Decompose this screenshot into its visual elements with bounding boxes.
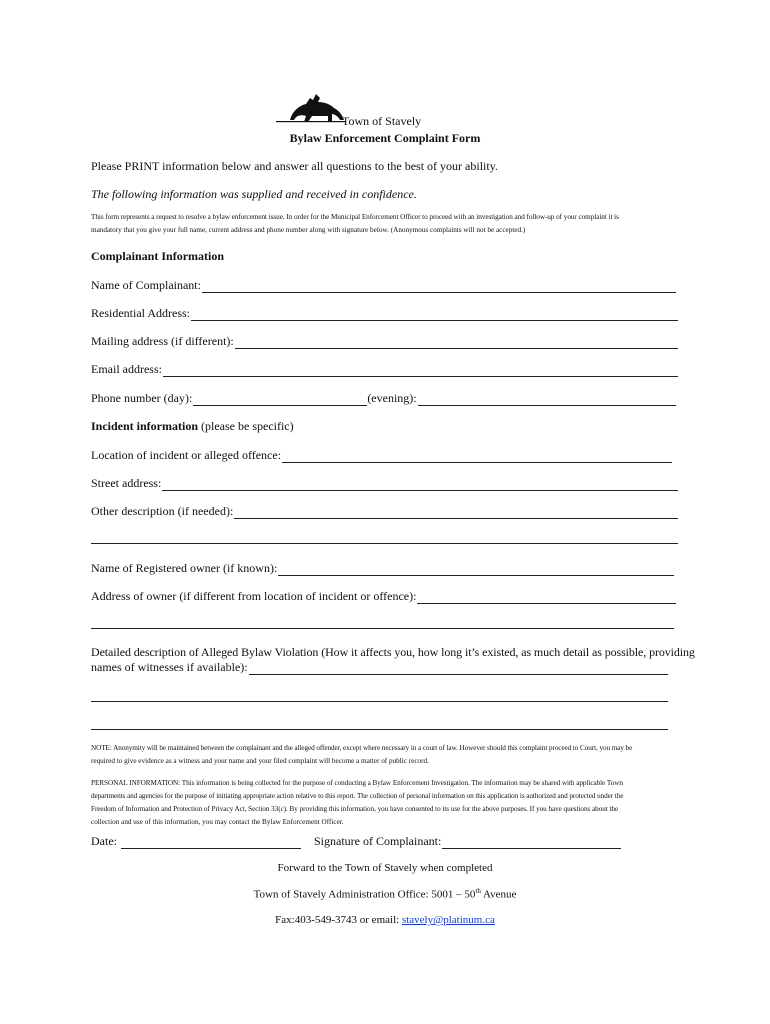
office-address-suffix: Avenue [480, 888, 517, 901]
other-description-input[interactable] [234, 507, 678, 519]
office-address-text: Town of Stavely Administration Office: 5001 – 50 [253, 888, 476, 901]
email-address-label: Email address: [91, 362, 162, 376]
complainant-name-field[interactable] [91, 278, 676, 293]
registered-owner-field[interactable] [91, 561, 674, 576]
office-address-sup: th [475, 887, 481, 895]
phone-day-label: Phone number (day): [91, 391, 193, 405]
personal-info-line: Freedom of Information and Protection of Privacy Act, Section 33(c). By providing this information, you have consented to its use for the above purposes. If you have questions about the [91, 805, 619, 813]
other-description-field[interactable] [91, 504, 678, 519]
email-address-field[interactable] [91, 362, 678, 377]
complainant-name-input[interactable] [202, 281, 676, 293]
street-address-input[interactable] [162, 479, 678, 491]
mailing-address-input[interactable] [235, 337, 678, 349]
signature-input[interactable] [442, 837, 621, 849]
anonymity-note-line: required to give evidence as a witness and your name and your filed complaint will become a matter of public record. [91, 757, 429, 765]
email-address-input[interactable] [163, 365, 678, 377]
print-instruction: Please PRINT information below and answer all questions to the best of your ability. [91, 159, 498, 173]
phone-evening-label: (evening): [367, 391, 417, 405]
office-address [0, 887, 770, 901]
form-description-line: mandatory that you give your full name, current address and phone number along with signature below. (Anonymous complaints will not be accepted.) [91, 226, 526, 234]
personal-info-line: collection and use of this information, you may contact the Bylaw Enforcement Officer. [91, 818, 344, 826]
mailing-address-field[interactable] [91, 334, 678, 349]
contact-line [0, 914, 770, 926]
date-input[interactable] [121, 837, 301, 849]
incident-heading-title: Incident information [91, 419, 199, 433]
incident-location-field[interactable] [91, 448, 672, 463]
residential-address-input[interactable] [191, 309, 678, 321]
fax-text: Fax:403-549-3743 or email: [275, 914, 402, 926]
complainant-heading: Complainant Information [91, 249, 225, 263]
detailed-description-label: Detailed description of Alleged Bylaw Violation (How it affects you, how long it’s existed, as much detail as possible, providing [91, 645, 695, 659]
phone-evening-input[interactable] [418, 394, 676, 406]
registered-owner-label: Name of Registered owner (if known): [91, 561, 278, 575]
owner-address-label: Address of owner (if different from location of incident or offence): [91, 589, 417, 603]
other-description-extra-line[interactable] [91, 543, 678, 544]
detailed-description-label-2: names of witnesses if available): [91, 660, 248, 674]
form-description-line: This form represents a request to resolve a bylaw enforcement issue. In order for the Municipal Enforcement Officer to proceed with an investigation and follow-up of your complaint it is [91, 213, 619, 221]
residential-address-field[interactable] [91, 306, 678, 321]
owner-address-extra-line[interactable] [91, 628, 674, 629]
confidential-note: The following information was supplied and received in confidence. [91, 187, 417, 201]
date-field[interactable] [91, 834, 301, 849]
complainant-name-label: Name of Complainant: [91, 278, 201, 292]
forward-instruction: Forward to the Town of Stavely when completed [277, 862, 493, 874]
anonymity-note-line: NOTE: Anonymity will be maintained between the complainant and the alleged offender, except where necessary in a court of law. However should this complaint proceed to Court, you may be [91, 744, 633, 752]
header-block [276, 90, 476, 130]
detailed-description-line[interactable] [91, 701, 668, 702]
detailed-description-input[interactable] [249, 663, 668, 675]
incident-heading [91, 419, 294, 434]
signature-field[interactable] [314, 834, 621, 849]
street-address-field[interactable] [91, 476, 678, 491]
detailed-description-field[interactable] [91, 660, 668, 675]
personal-information-note [91, 777, 681, 829]
incident-heading-note: (please be specific) [198, 419, 294, 433]
personal-info-line: departments and agencies for the purpose of initiating appropriate action relative to this report. The collection of personal information on this application is authorized and protected under the [91, 792, 624, 800]
form-title: Bylaw Enforcement Complaint Form [289, 131, 481, 145]
anonymity-note [91, 742, 681, 768]
phone-number-field[interactable] [91, 391, 676, 406]
other-description-label: Other description (if needed): [91, 504, 234, 518]
form-description [91, 211, 681, 237]
incident-location-label: Location of incident or alleged offence: [91, 448, 282, 462]
mailing-address-label: Mailing address (if different): [91, 334, 234, 348]
owner-address-field[interactable] [91, 589, 676, 604]
incident-location-input[interactable] [282, 451, 672, 463]
detailed-description-line[interactable] [91, 729, 668, 730]
residential-address-label: Residential Address: [91, 306, 190, 320]
date-label: Date: [91, 834, 117, 848]
registered-owner-input[interactable] [278, 564, 674, 576]
personal-info-line: PERSONAL INFORMATION: This information is being collected for the purpose of conducting a Bylaw Enforcement Investigation. The information may be shared with applicable Town [91, 779, 623, 787]
phone-day-input[interactable] [193, 394, 367, 406]
horse-rider-logo-icon [276, 90, 346, 128]
owner-address-input[interactable] [417, 592, 676, 604]
email-link[interactable]: stavely@platinum.ca [401, 914, 495, 926]
street-address-label: Street address: [91, 476, 162, 490]
signature-label: Signature of Complainant: [314, 834, 442, 848]
town-name: Town of Stavely [342, 114, 422, 128]
